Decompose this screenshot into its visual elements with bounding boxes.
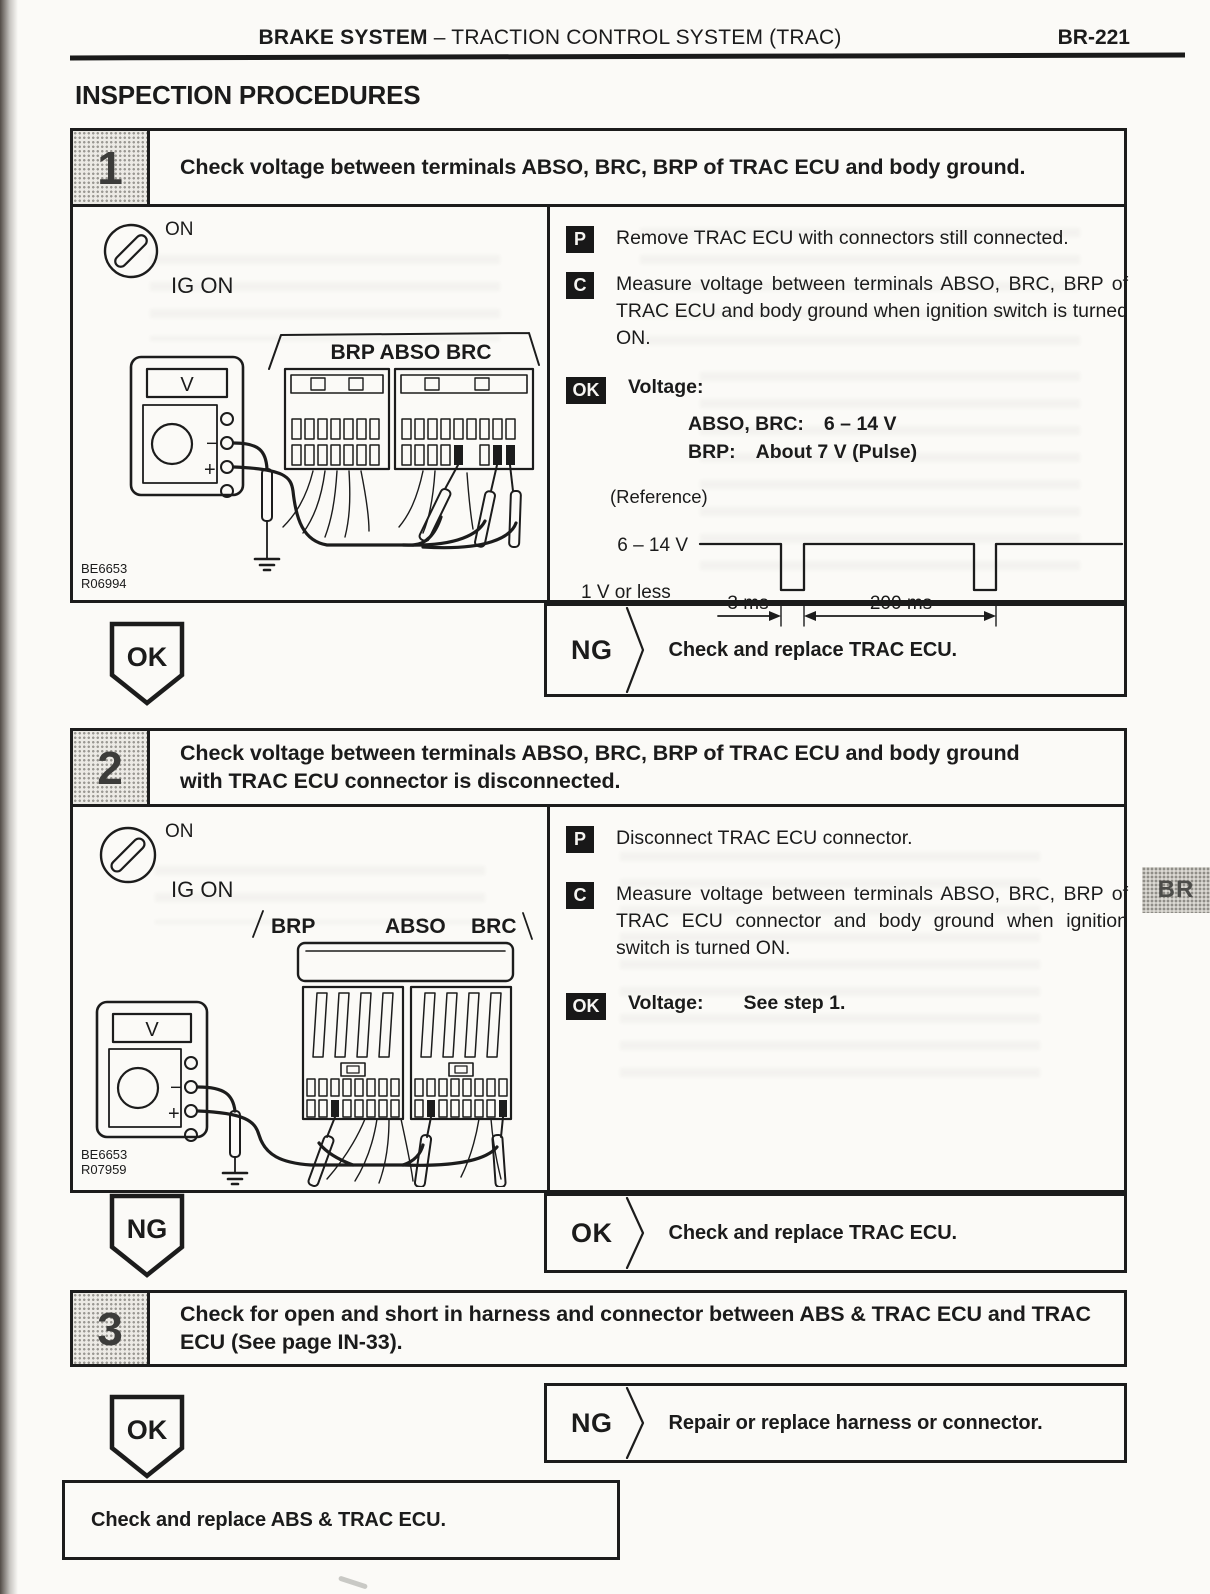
voltage-value: See step 1. — [743, 991, 846, 1014]
figure-code: R07959 — [81, 1162, 127, 1177]
ok-icon: OK — [566, 993, 606, 1020]
terminal-label-brc: BRC — [471, 915, 517, 938]
step2-number-badge: 2 — [73, 731, 150, 804]
figure-code: R06994 — [81, 576, 127, 591]
branch-chevron-icon — [625, 607, 647, 693]
svg-text:OK: OK — [126, 1415, 168, 1445]
meter-display-label: V — [180, 374, 194, 396]
pulse-width-label: 3 ms — [727, 593, 769, 615]
waveform-low-label: 1 V or less — [581, 582, 671, 604]
step1-diagram-panel — [73, 207, 547, 600]
check-text: Measure voltage between terminals ABSO, BRC, BRP of TRAC ECU connector and body ground when ignition switch is turned ON. — [616, 883, 1128, 959]
spec-value: 6 – 14 V — [823, 412, 897, 435]
step2-continue-badge — [108, 1192, 186, 1280]
test-leads — [234, 443, 516, 570]
step3-number-badge: 3 — [73, 1293, 150, 1364]
waveform-trace — [700, 544, 1122, 590]
spec-value: About 7 V (Pulse) — [755, 440, 918, 463]
connector-terminals-label: BRP ABSO BRC — [330, 341, 492, 364]
step2-title: Check voltage between terminals ABSO, BRC, BRP of TRAC ECU and body ground with TRAC ECU connector is disconnected. — [180, 740, 1020, 793]
step2-branch-badge: OK — [571, 1217, 613, 1248]
prepare-icon: P — [566, 826, 594, 853]
step1-title: Check voltage between terminals ABSO, BRC, BRP of TRAC ECU and body ground. — [180, 154, 1026, 179]
header-brand: BRAKE SYSTEM — [258, 26, 428, 49]
step1-branch-box — [544, 603, 1127, 697]
prepare-row — [566, 825, 1128, 853]
step1-continue-badge — [108, 620, 186, 708]
pin-row — [292, 419, 379, 465]
figure-code: BE6653 — [81, 561, 128, 576]
voltage-label: Voltage: — [628, 991, 704, 1014]
step2-diagram — [73, 807, 547, 1187]
svg-text:OK: OK — [126, 642, 168, 672]
spec-name: ABSO, BRC: — [688, 412, 804, 435]
step3-branch-box — [544, 1383, 1127, 1463]
section-side-tab: BR — [1142, 867, 1210, 913]
svg-text:NG: NG — [126, 1214, 168, 1244]
page-number: BR-221 — [1057, 26, 1130, 49]
meter-minus-label: − — [206, 433, 218, 455]
spec-line — [688, 438, 1128, 466]
ignition-key-icon — [105, 225, 157, 277]
connector-fins — [313, 993, 501, 1057]
step1-branch-action: Check and replace TRAC ECU. — [668, 638, 957, 661]
ignition-ig-on-label: IG ON — [171, 877, 234, 902]
voltage-specs — [688, 410, 1128, 467]
scan-speck — [338, 1575, 368, 1589]
header-rule — [70, 53, 1185, 61]
branch-chevron-icon — [625, 1197, 647, 1269]
period-label: 200 ms — [869, 593, 933, 615]
step1-header — [70, 128, 1127, 207]
step2-branch-action: Check and replace TRAC ECU. — [668, 1221, 957, 1244]
meter-plus-label: + — [168, 1103, 180, 1125]
test-leads — [198, 1087, 497, 1184]
prepare-row — [566, 225, 1128, 253]
spec-line — [688, 410, 1128, 438]
step2-diagram-panel — [73, 807, 547, 1190]
step1-instructions — [547, 207, 1144, 615]
step3-continue-badge — [108, 1393, 186, 1481]
check-text: Measure voltage between terminals ABSO, BRC, BRP of TRAC ECU and body ground when ignition switch is turned ON. — [616, 273, 1128, 349]
step3-title: Check for open and short in harness and connector between ABS & TRAC ECU and TRAC ECU (See page IN-33). — [180, 1301, 1091, 1354]
step2-instructions — [547, 807, 1144, 1190]
check-icon: C — [566, 882, 594, 909]
step1-diagram — [73, 207, 547, 597]
ok-spec-row — [566, 376, 1128, 404]
test-probes — [307, 1117, 505, 1187]
branch-chevron-icon — [625, 1387, 647, 1459]
meter-plus-label: + — [204, 459, 216, 481]
meter-display-label: V — [145, 1019, 159, 1041]
voltage-label: Voltage: — [628, 375, 704, 398]
ok-icon: OK — [566, 377, 606, 404]
section-title: INSPECTION PROCEDURES — [75, 80, 421, 110]
ok-spec-row — [566, 992, 1128, 1020]
prepare-text: Disconnect TRAC ECU connector. — [616, 827, 913, 849]
figure-code: BE6653 — [81, 1147, 128, 1162]
final-action-box — [62, 1480, 620, 1560]
step3-branch-action: Repair or replace harness or connector. — [668, 1411, 1043, 1434]
step1-number-badge: 1 — [73, 131, 150, 204]
step1-content — [70, 207, 1128, 615]
disconnected-connector-drawing — [298, 943, 513, 1183]
step3-branch-badge: NG — [571, 1407, 613, 1438]
meter-minus-label: − — [170, 1077, 182, 1099]
terminal-label-abso: ABSO — [385, 915, 446, 938]
spec-name: BRP: — [688, 440, 736, 463]
step2-header — [70, 728, 1127, 807]
ignition-ig-on-label: IG ON — [171, 273, 234, 298]
terminal-label-brp: BRP — [271, 915, 316, 938]
check-row — [566, 271, 1128, 352]
check-icon: C — [566, 272, 594, 299]
prepare-text: Remove TRAC ECU with connectors still connected. — [616, 227, 1069, 249]
step2-content — [70, 807, 1127, 1193]
waveform-high-label: 6 – 14 V — [617, 535, 688, 557]
scan-shadow-edge — [0, 0, 18, 1594]
ignition-on-label: ON — [165, 821, 194, 842]
step3-header — [70, 1290, 1127, 1367]
reference-label: (Reference) — [610, 486, 708, 508]
check-row — [566, 881, 1128, 962]
step2-branch-box — [544, 1193, 1127, 1273]
ignition-key-icon — [101, 828, 155, 882]
prepare-icon: P — [566, 226, 594, 253]
page-header-title — [0, 26, 1100, 50]
header-rest: – TRACTION CONTROL SYSTEM (TRAC) — [427, 26, 842, 49]
ignition-on-label: ON — [165, 219, 194, 240]
step1-branch-badge: NG — [571, 634, 613, 665]
final-action-text: Check and replace ABS & TRAC ECU. — [91, 1508, 446, 1531]
